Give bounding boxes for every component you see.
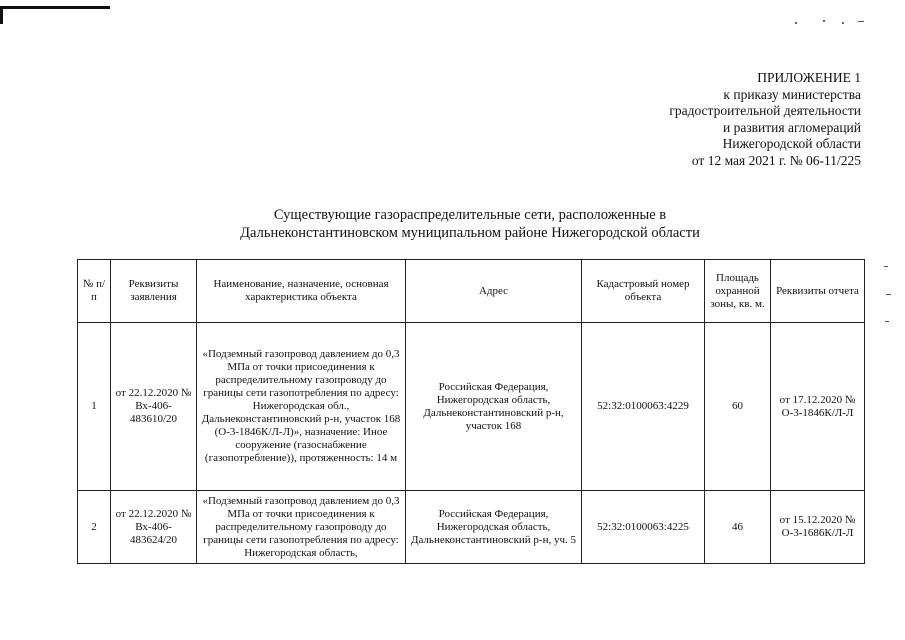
scan-speck [885, 321, 889, 322]
header-request: Реквизиты заявления [111, 260, 197, 323]
cell-request: от 22.12.2020 № Вх-406-483624/20 [111, 491, 197, 564]
cell-request: от 22.12.2020 № Вх-406-483610/20 [111, 323, 197, 491]
table-header-row [78, 260, 865, 323]
gas-networks-table [77, 259, 865, 564]
scan-speck [823, 20, 825, 22]
appendix-block [601, 70, 861, 170]
header-name: Наименование, назначение, основная характеристика объекта [197, 260, 406, 323]
heading-line-2: Дальнеконстантиновском муниципальном районе Нижегородской области [240, 225, 700, 241]
scan-speck [886, 294, 891, 295]
cell-area: 60 [705, 323, 771, 491]
appendix-line: градостроительной деятельности [669, 103, 861, 119]
header-area: Площадь охранной зоны, кв. м. [705, 260, 771, 323]
cell-cadastral: 52:32:0100063:4229 [582, 323, 705, 491]
scan-corner-mark [0, 6, 110, 9]
header-num: № п/п [78, 260, 111, 323]
cell-area: 46 [705, 491, 771, 564]
cell-num: 2 [78, 491, 111, 564]
scan-speck [858, 21, 864, 22]
table-row [78, 323, 865, 491]
scan-corner-mark-vertical [0, 6, 3, 24]
appendix-line: Нижегородской области [722, 136, 861, 152]
cell-num: 1 [78, 323, 111, 491]
cell-address: Российская Федерация, Нижегородская область, Дальнеконстантиновский р-н, уч. 5 [406, 491, 582, 564]
appendix-line: и развития агломераций [722, 119, 861, 135]
appendix-order-date: от 12 мая 2021 г. № 06-11/225 [691, 152, 861, 168]
appendix-line: к приказу министерства [723, 86, 861, 102]
scan-speck [884, 266, 888, 267]
header-address: Адрес [406, 260, 582, 323]
header-cadastral: Кадастровый номер объекта [582, 260, 705, 323]
heading-line-1: Существующие газораспределительные сети, расположенные в [273, 207, 667, 223]
appendix-title: ПРИЛОЖЕНИЕ 1 [757, 70, 861, 85]
cell-report: от 17.12.2020 № О-3-1846К/Л-Л [771, 323, 865, 491]
cell-name: «Подземный газопровод давлением до 0,3 МПа от точки присоединения к распределительному газопроводу до границы сети газопотребления по адресу: Нижегородская область, [197, 491, 406, 564]
cell-report: от 15.12.2020 № О-3-1686К/Л-Л [771, 491, 865, 564]
cell-address: Российская Федерация, Нижегородская область, Дальнеконстантиновский р-н, участок 168 [406, 323, 582, 491]
table-row [78, 491, 865, 564]
scan-speck [795, 22, 797, 24]
scan-speck [842, 22, 844, 24]
cell-name: «Подземный газопровод давлением до 0,3 МПа от точки присоединения к распределительному газопроводу до границы сети газопотребления по адресу: Нижегородская обл., Дальнеконстантиновский р-н, участок 168 (О-3-1846К/Л-Л)», назначение: Иное сооружение (газоснабжение (газопотребление)), протяженность: 14 м [197, 323, 406, 491]
document-heading [100, 206, 840, 242]
cell-cadastral: 52:32:0100063:4225 [582, 491, 705, 564]
header-report: Реквизиты отчета [771, 260, 865, 323]
